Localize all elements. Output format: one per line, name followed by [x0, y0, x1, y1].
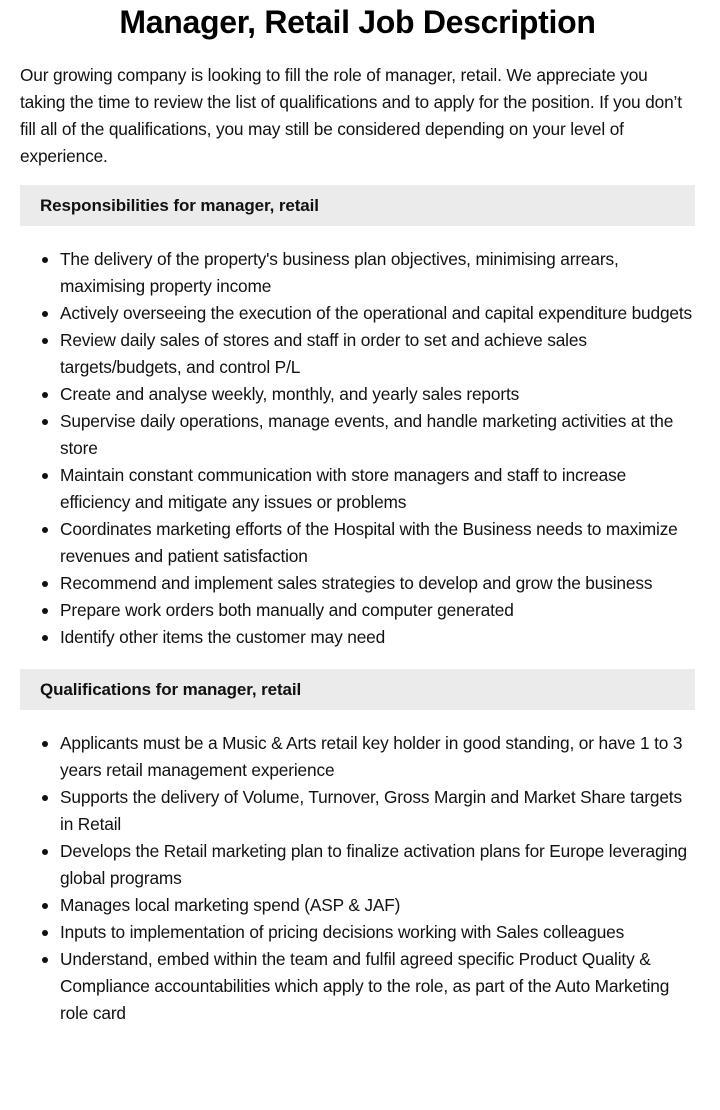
list-item: Understand, embed within the team and fulfil agreed specific Product Quality & Compliance accountabilities which apply to the role, as part of the Auto Marketing role card [60, 946, 695, 1027]
bullet-icon [42, 635, 48, 641]
qualifications-list [20, 730, 695, 1027]
list-item: Actively overseeing the execution of the operational and capital expenditure budgets [60, 300, 695, 327]
bullet-icon [42, 257, 48, 263]
intro-paragraph: Our growing company is looking to fill the role of manager, retail. We appreciate you taking the time to review the list of qualifications and to apply for the position. If you don’t fill all of the qualifications, you may still be considered depending on your level of experience. [20, 65, 682, 166]
list-item: Maintain constant communication with store managers and staff to increase efficiency and mitigate any issues or problems [60, 462, 695, 516]
list-item: Supervise daily operations, manage events, and handle marketing activities at the store [60, 408, 695, 462]
list-item: Supports the delivery of Volume, Turnover, Gross Margin and Market Share targets in Retail [60, 784, 695, 838]
list-item: Coordinates marketing efforts of the Hospital with the Business needs to maximize revenues and patient satisfaction [60, 516, 695, 570]
list-item: Manages local marketing spend (ASP & JAF) [60, 892, 695, 919]
bullet-icon [42, 741, 48, 747]
responsibilities-list [20, 246, 695, 651]
bullet-icon [42, 473, 48, 479]
bullet-icon [42, 903, 48, 909]
list-item: Identify other items the customer may need [60, 624, 695, 651]
list-item: Applicants must be a Music & Arts retail key holder in good standing, or have 1 to 3 years retail management experience [60, 730, 695, 784]
bullet-icon [42, 311, 48, 317]
bullet-icon [42, 419, 48, 425]
page-title: Manager, Retail Job Description [119, 4, 596, 40]
list-item: Develops the Retail marketing plan to finalize activation plans for Europe leveraging global programs [60, 838, 695, 892]
responsibilities-heading: Responsibilities for manager, retail [20, 185, 695, 226]
list-item: Recommend and implement sales strategies to develop and grow the business [60, 570, 695, 597]
bullet-icon [42, 849, 48, 855]
bullet-icon [42, 392, 48, 398]
bullet-icon [42, 930, 48, 936]
list-item: Create and analyse weekly, monthly, and yearly sales reports [60, 381, 695, 408]
list-item: Inputs to implementation of pricing decisions working with Sales colleagues [60, 919, 695, 946]
bullet-icon [42, 527, 48, 533]
bullet-icon [42, 957, 48, 963]
list-item: Review daily sales of stores and staff in order to set and achieve sales targets/budgets, and control P/L [60, 327, 695, 381]
bullet-icon [42, 338, 48, 344]
bullet-icon [42, 581, 48, 587]
list-item: The delivery of the property's business plan objectives, minimising arrears, maximising property income [60, 246, 695, 300]
qualifications-heading: Qualifications for manager, retail [20, 669, 695, 710]
bullet-icon [42, 795, 48, 801]
list-item: Prepare work orders both manually and computer generated [60, 597, 695, 624]
bullet-icon [42, 608, 48, 614]
